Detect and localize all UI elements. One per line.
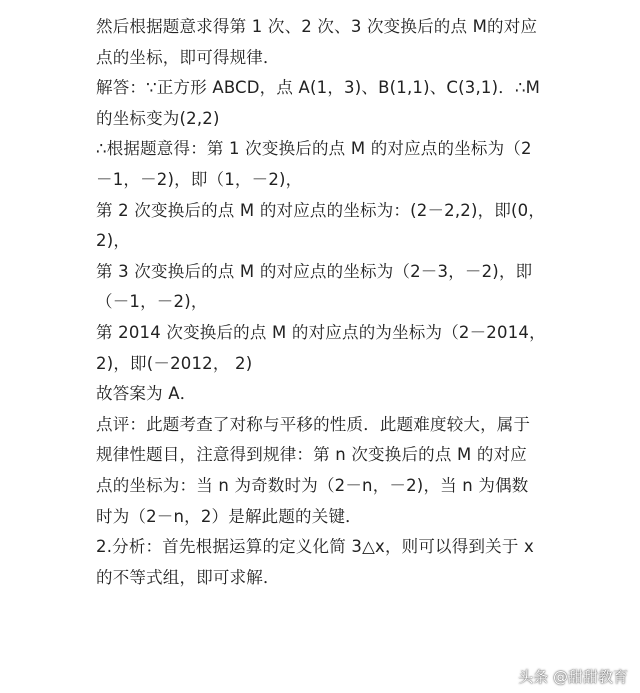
- text-line: 第 3 次变换后的点 M 的对应点的坐标为（2－3，－2)，即: [96, 261, 533, 281]
- watermark: 头条 @甜甜教育: [518, 668, 628, 686]
- text-line: 第 2 次变换后的点 M 的对应点的坐标为：(2－2,2)，即(0，: [96, 200, 546, 220]
- solution-text: [96, 12, 626, 593]
- text-line: 2)，: [96, 231, 131, 251]
- text-line: 然后根据题意求得第 1 次、2 次、3 次变换后的点 M的对应: [96, 17, 538, 36]
- text-line: 点的坐标为：当 n 为奇数时为（2－n，－2)，当 n 为偶数: [96, 475, 529, 495]
- text-line: 点评：此题考查了对称与平移的性质．此题难度较大，属于: [96, 414, 531, 434]
- text-line: （－1，－2)，: [96, 292, 208, 312]
- text-line: 点的坐标，即可得规律．: [96, 47, 280, 67]
- text-line: －1，－2)，即（1，－2)，: [96, 169, 303, 189]
- text-line: 解答：∵正方形 ABCD，点 A(1，3)、B(1,1)、C(3,1)．∴M: [96, 78, 541, 98]
- text-line: 第 2014 次变换后的点 M 的对应点的为坐标为（2－2014，: [96, 322, 546, 342]
- text-line: 2)，即(－2012， 2): [96, 353, 253, 373]
- text-line: 的不等式组，即可求解．: [96, 567, 280, 587]
- text-line: 规律性题目，注意得到规律：第 n 次变换后的点 M 的对应: [96, 445, 527, 465]
- text-line: 2.分析：首先根据运算的定义化简 3△x，则可以得到关于 x: [96, 537, 534, 557]
- text-line: 故答案为 A．: [96, 384, 197, 404]
- text-line: 的坐标变为(2,2): [96, 108, 220, 128]
- text-line: ∴根据题意得：第 1 次变换后的点 M 的对应点的坐标为（2: [96, 139, 532, 159]
- text-line: 时为（2－n，2）是解此题的关键．: [96, 506, 362, 526]
